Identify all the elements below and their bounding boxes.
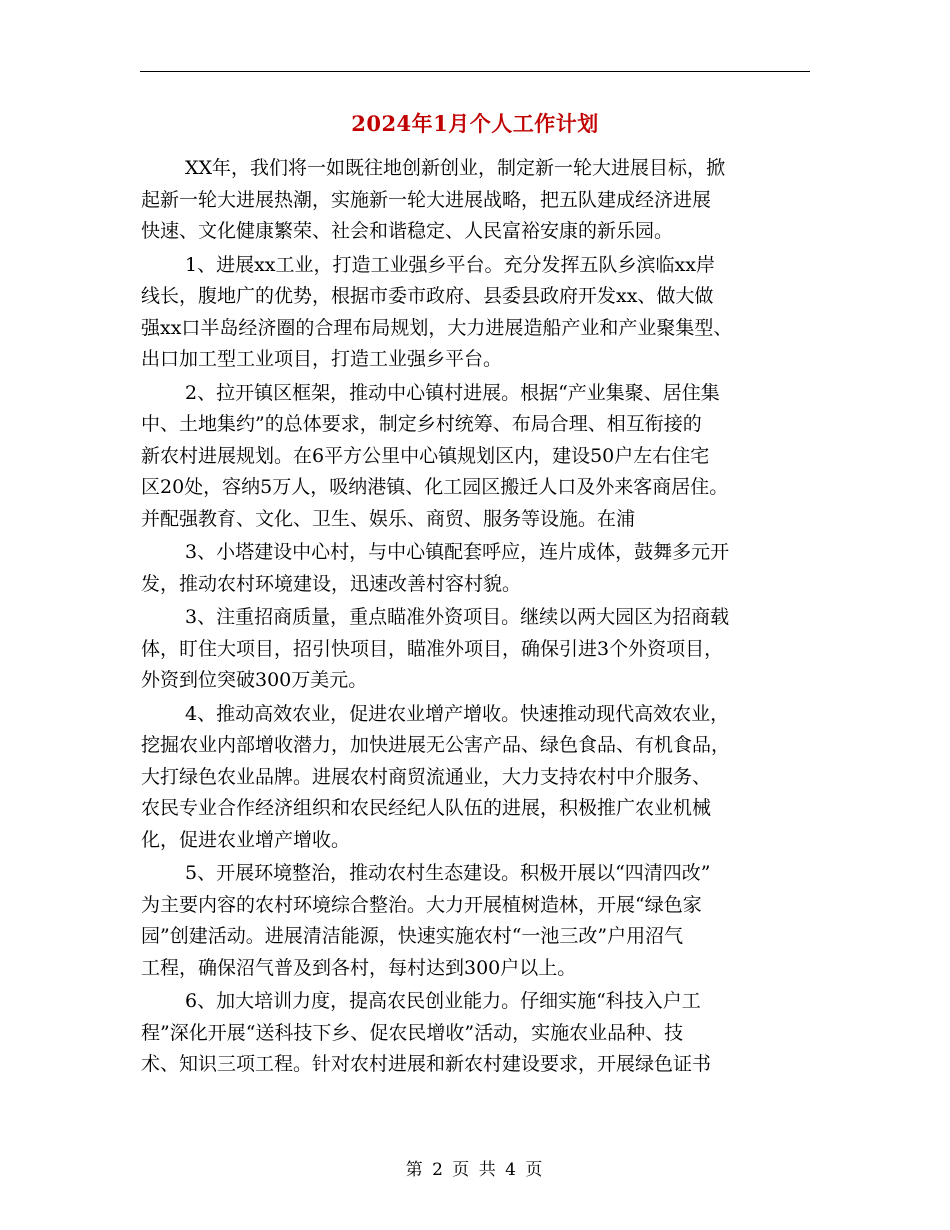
paragraph-line: 线长，腹地广的优势，根据市委市政府、县委县政府开发xx、做大做 bbox=[141, 285, 714, 307]
paragraph-line: 为主要内容的农村环境综合整治。大力开展植树造林，开展“绿色家 bbox=[141, 893, 702, 916]
paragraph-line: 2、拉开镇区框架，推动中心镇村进展。根据“产业集聚、居住集 bbox=[185, 381, 720, 404]
paragraph-line: 体，盯住大项目，招引快项目，瞄准外项目，确保引进3个外资项目， bbox=[141, 637, 724, 660]
paragraph-line: 强xx口半岛经济圈的合理布局规划，大力进展造船产业和产业聚集型、 bbox=[141, 316, 733, 339]
paragraph-agriculture bbox=[141, 699, 811, 857]
paragraph-line: 3、小塔建设中心村，与中心镇配套呼应，连片成体，鼓舞多元开 bbox=[185, 541, 730, 563]
paragraph-intro bbox=[141, 153, 811, 248]
paragraph-line: 外资到位突破300万美元。 bbox=[141, 669, 368, 691]
paragraph-line: 挖掘农业内部增收潜力，加快进展无公害产品、绿色食品、有机食品， bbox=[141, 734, 731, 756]
document-body bbox=[141, 153, 811, 1081]
paragraph-line: 6、加大培训力度，提高农民创业能力。仔细实施“科技入户工 bbox=[185, 990, 701, 1012]
paragraph-training bbox=[141, 986, 811, 1081]
paragraph-line: 1、进展xx工业，打造工业强乡平台。充分发挥五队乡滨临xx岸 bbox=[185, 253, 715, 276]
paragraph-line: 新农村进展规划。在6平方公里中心镇规划区内，建设50户左右住宅 bbox=[141, 444, 710, 467]
paragraph-line: 起新一轮大进展热潮，实施新一轮大进展战略，把五队建成经济进展 bbox=[141, 188, 712, 211]
paragraph-line: 术、知识三项工程。针对农村进展和新农村建设要求，开展绿色证书 bbox=[141, 1053, 712, 1075]
paragraph-line: 工程，确保沼气普及到各村，每村达到300户以上。 bbox=[141, 956, 577, 979]
paragraph-line: 中、土地集约”的总体要求，制定乡村统筹、布局合理、相互衔接的 bbox=[141, 413, 702, 435]
paragraph-line: 发，推动农村环境建设，迅速改善村容村貌。 bbox=[141, 572, 522, 595]
paragraph-line: 农民专业合作经济组织和农民经纪人队伍的进展，积极推广农业机械 bbox=[141, 797, 712, 819]
paragraph-town-framework bbox=[141, 378, 811, 536]
paragraph-line: 4、推动高效农业，促进农业增产增收。快速推动现代高效农业， bbox=[185, 702, 730, 725]
paragraph-investment bbox=[141, 602, 811, 697]
paragraph-line: 程”深化开展“送科技下乡、促农民增收”活动，实施农业品种、技 bbox=[141, 1021, 684, 1044]
page-number-footer: 第 2 页 共 4 页 bbox=[405, 1160, 545, 1180]
paragraph-central-village bbox=[141, 537, 811, 600]
paragraph-line: 化，促进农业增产增收。 bbox=[141, 828, 351, 851]
paragraph-environment bbox=[141, 858, 811, 984]
paragraph-line: 并配强教育、文化、卫生、娱乐、商贸、服务等设施。在浦 bbox=[141, 507, 636, 530]
document-title: 2024年1月个人工作计划 bbox=[351, 111, 599, 136]
paragraph-line: 出口加工型工业项目，打造工业强乡平台。 bbox=[141, 348, 503, 370]
paragraph-line: 大打绿色农业品牌。进展农村商贸流通业，大力支持农村中介服务、 bbox=[141, 765, 712, 788]
paragraph-industry bbox=[141, 250, 811, 376]
header-rule bbox=[140, 71, 810, 72]
paragraph-line: 园”创建活动。进展清洁能源，快速实施农村“一池三改”户用沼气 bbox=[141, 925, 684, 947]
paragraph-line: 区20处，容纳5万人，吸纳港镇、化工园区搬迁人口及外来客商居住。 bbox=[141, 476, 729, 498]
paragraph-line: XX年，我们将一如既往地创新创业，制定新一轮大进展目标，掀 bbox=[185, 157, 726, 179]
paragraph-line: 5、开展环境整治，推动农村生态建设。积极开展以“四清四改” bbox=[185, 862, 711, 884]
paragraph-line: 快速、文化健康繁荣、社会和谐稳定、人民富裕安康的新乐园。 bbox=[141, 220, 674, 242]
paragraph-line: 3、注重招商质量，重点瞄准外资项目。继续以两大园区为招商载 bbox=[185, 606, 730, 628]
